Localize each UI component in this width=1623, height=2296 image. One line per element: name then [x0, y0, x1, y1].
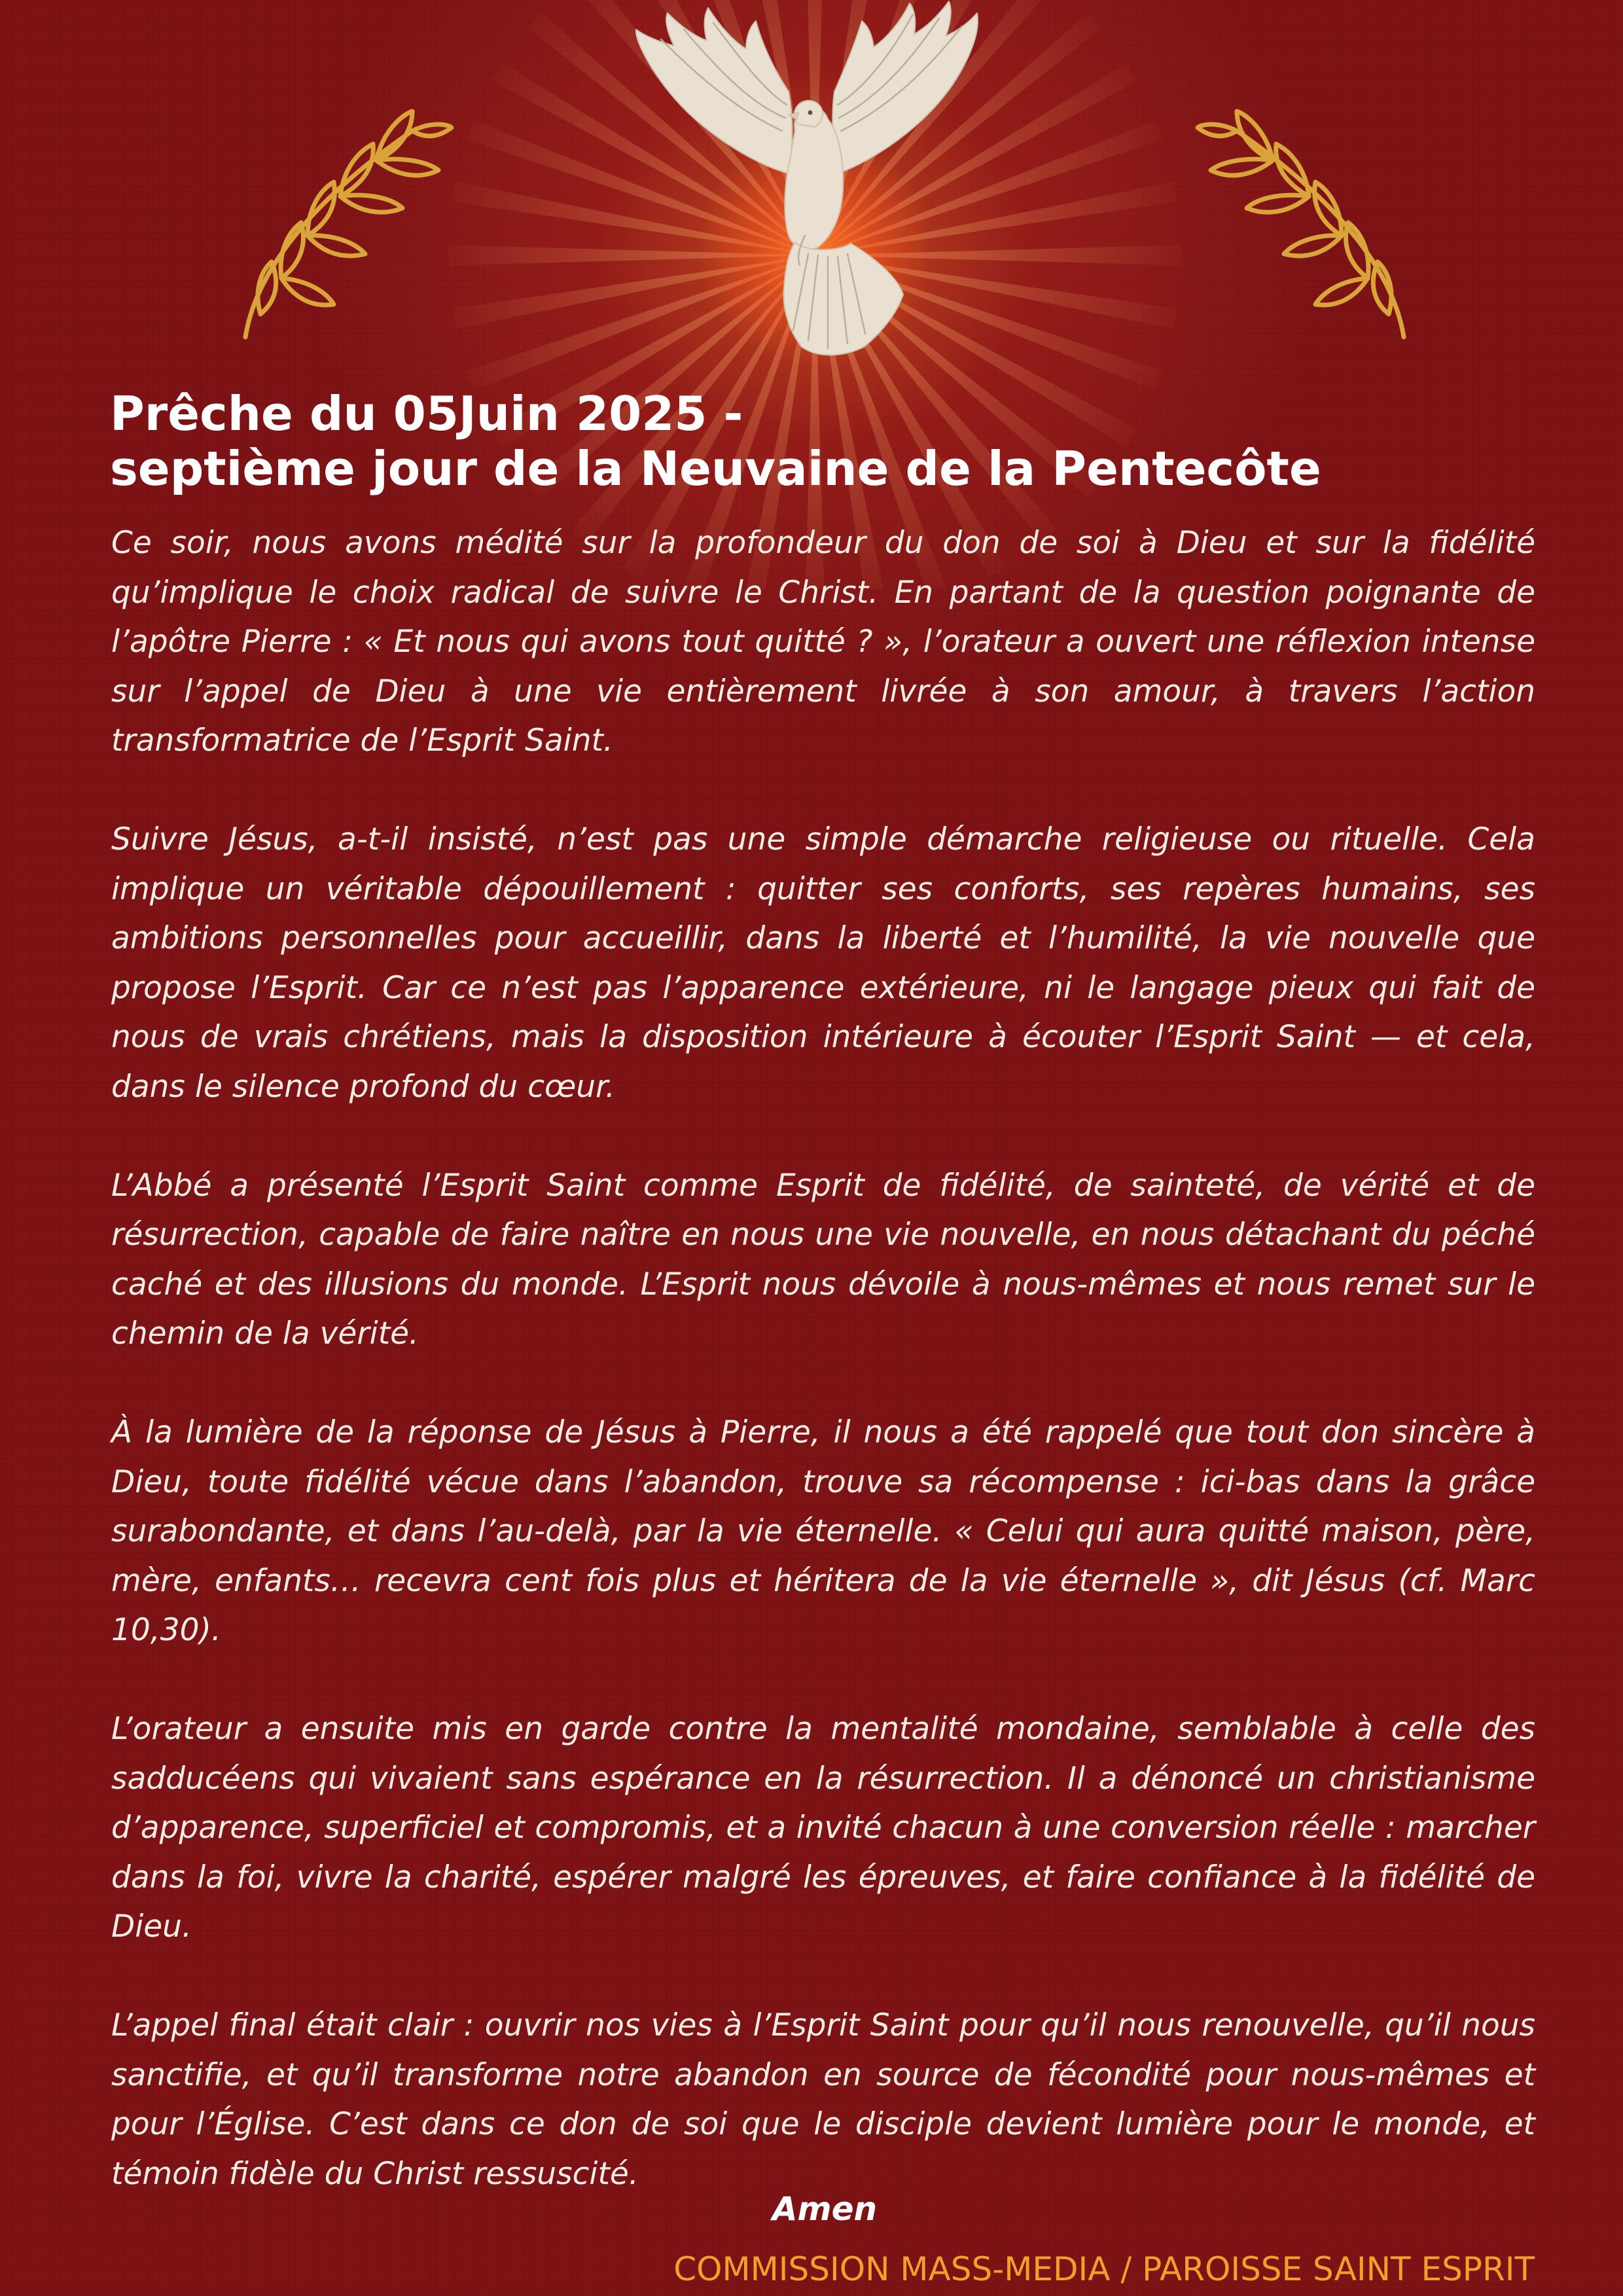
sermon-body — [111, 518, 1535, 2198]
title-line-2: septième jour de la Neuvaine de la Pentecôte — [110, 441, 1321, 496]
paragraph-5: L’orateur a ensuite mis en garde contre la mentalité mondaine, semblable à celle des sadducéens qui vivaient sans espérance en la résurrection. Il a dénoncé un christianisme d’apparence, superficiel et compromis, et a invité chacun à une conversion réelle : marcher dans la foi, vivre la charité, espérer malgré les épreuves, et faire confiance à la fidélité de Dieu. — [111, 1711, 1535, 1945]
title-line-1: Prêche du 05Juin 2025 - — [110, 386, 743, 441]
paragraph-1: Ce soir, nous avons médité sur la profondeur du don de soi à Dieu et sur la fidélité qu’implique le choix radical de suivre le Christ. En partant de la question poignante de l’apôtre Pierre : « Et nous qui avons tout quitté ? », l’orateur a ouvert une réflexion intense sur l’appel de Dieu à une vie entièrement livrée à son amour, à travers l’action transformatrice de l’Esprit Saint. — [111, 525, 1535, 759]
paragraph-3: L’Abbé a présenté l’Esprit Saint comme Esprit de fidélité, de sainteté, de vérité et de résurrection, capable de faire naître en nous une vie nouvelle, en nous détachant du péché caché et des illusions du monde. L’Esprit nous dévoile à nous-mêmes et nous remet sur le chemin de la vérité. — [111, 1167, 1535, 1352]
credit-line: COMMISSION MASS-MEDIA / PAROISSE SAINT ESPRIT — [673, 2250, 1535, 2288]
laurel-right-icon — [1185, 105, 1433, 353]
closing-amen: Amen — [772, 2190, 878, 2228]
dove-icon — [622, 0, 1014, 367]
laurel-left-icon — [216, 105, 465, 353]
paragraph-2: Suivre Jésus, a-t-il insisté, n’est pas une simple démarche religieuse ou rituelle. Cela implique un véritable dépouillement : quitter ses conforts, ses repères humains, ses ambitions personnelles pour accueillir, dans la liberté et l’humilité, la vie nouvelle que propose l’Esprit. Car ce n’est pas l’apparence extérieure, ni le langage pieux qui fait de nous de vrais chrétiens, mais la disposition intérieure à écouter l’Esprit Saint — et cela, dans le silence profond du cœur. — [111, 821, 1535, 1105]
paragraph-4: À la lumière de la réponse de Jésus à Pierre, il nous a été rappelé que tout don sincère à Dieu, toute fidélité vécue dans l’abandon, trouve sa récompense : ici-bas dans la grâce surabondante, et dans l’au-delà, par la vie éternelle. « Celui qui aura quitté maison, père, mère, enfants… recevra cent fois plus et héritera de la vie éternelle », dit Jésus (cf. Marc 10,30). — [111, 1414, 1535, 1648]
paragraph-6: L’appel final était clair : ouvrir nos vies à l’Esprit Saint pour qu’il nous renouvelle, qu’il nous sanctifie, et qu’il transforme notre abandon en source de fécondité pour nous-mêmes et pour l’Église. C’est dans ce don de soi que le disciple devient lumière pour le monde, et témoin fidèle du Christ ressuscité. — [111, 2007, 1535, 2192]
page-title — [110, 386, 1550, 496]
